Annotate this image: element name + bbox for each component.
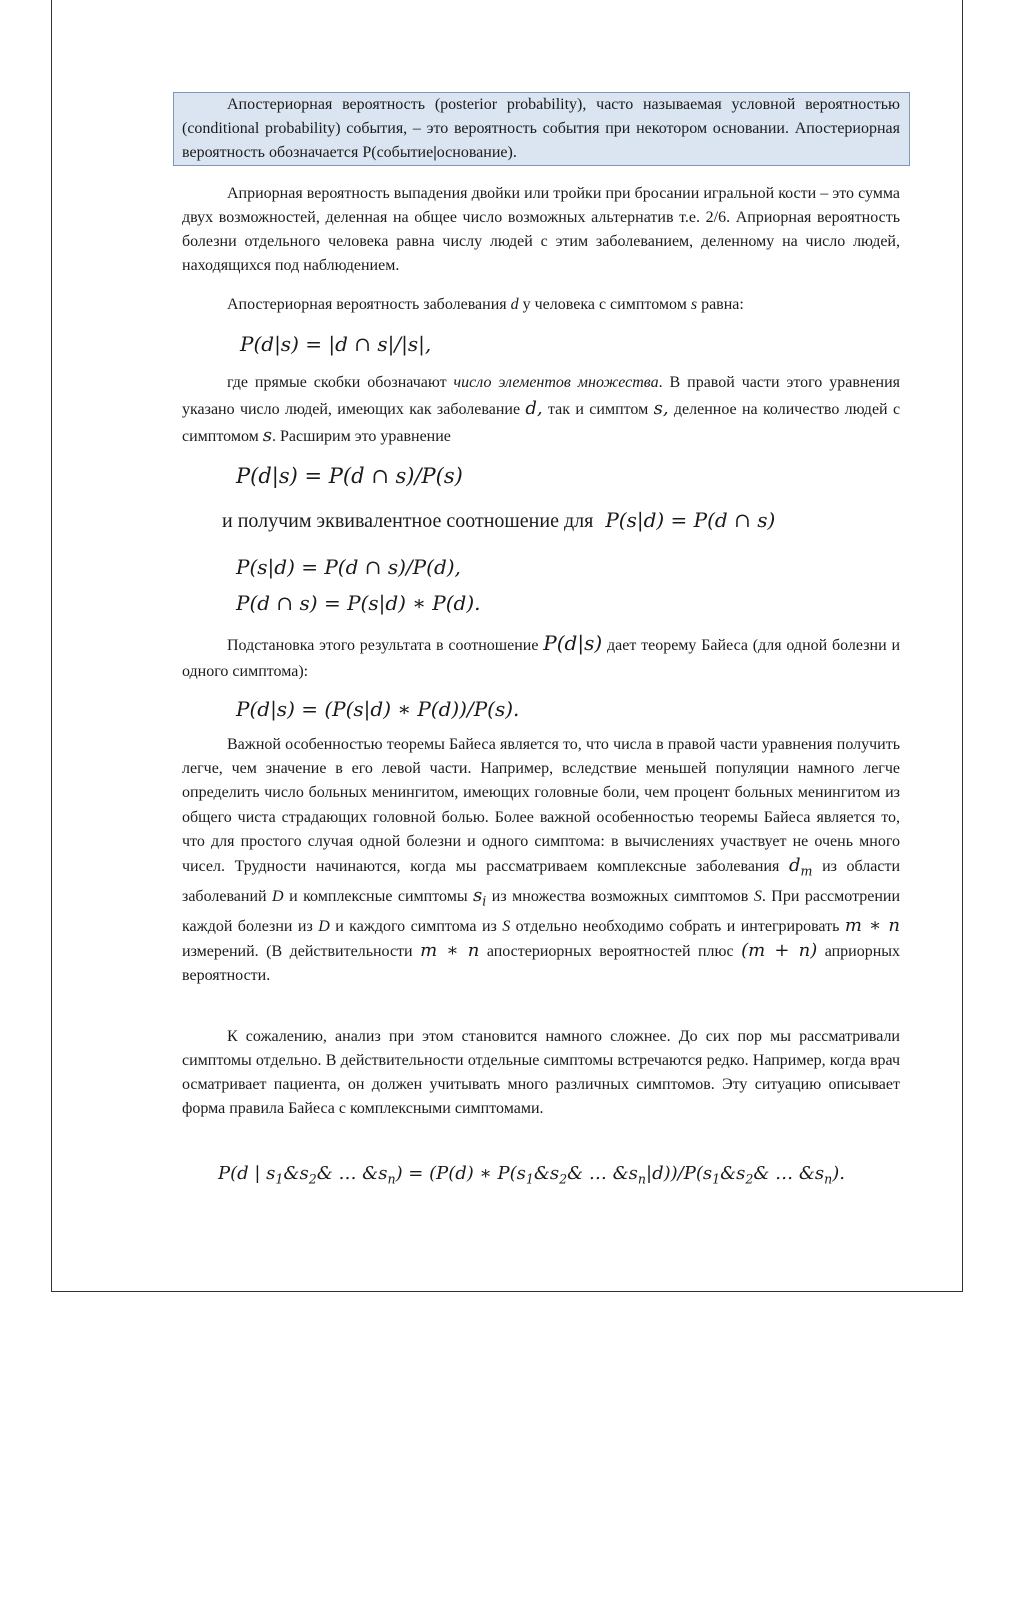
eq6-sub-2b: 2 <box>559 1171 568 1187</box>
p1-text-a: Апостериорная вероятность (posterior probability), часто называемая условной вероятностью (conditional probability) события, – это вероятность события при некотором основании. Апостериорная вероятность обозначается P(событие <box>182 96 900 161</box>
eq6-sub-1: 1 <box>275 1171 284 1187</box>
p7-text-c: и комплексные симптомы <box>289 887 468 905</box>
p7-text-e: . При рассмотрении каждой болезни из <box>182 887 901 935</box>
eq6-part-g: |d))/P(s <box>646 1163 713 1184</box>
p7-eq-mn2: m ∗ n <box>420 939 480 961</box>
p4-italic: число элементов множества <box>453 374 659 391</box>
p3-var-d: d <box>510 296 519 313</box>
paragraph-bayes-substitution <box>182 630 900 685</box>
p1-text-b: основание). <box>436 144 517 161</box>
p4-text-b: . В правой части этого уравнения указано число людей, имеющих как заболевание <box>182 374 901 418</box>
p7-eq-mn: m ∗ n <box>844 914 901 936</box>
eq6-part-j: ). <box>832 1163 846 1184</box>
paragraph-prior-probability <box>182 182 900 278</box>
equation-3: P(s|d) = P(d ∩ s)/P(d), <box>236 555 461 579</box>
p3-text-c: равна: <box>701 296 744 313</box>
p7-dm-base: d <box>789 855 801 877</box>
p3-var-s: s <box>690 296 698 313</box>
p7-text-d: из множества возможных симптомов <box>491 887 749 905</box>
p7-var-dm <box>789 855 813 879</box>
eq6-sub-2: 2 <box>308 1171 317 1187</box>
p4-var-d: d, <box>525 398 543 419</box>
p5-text: и получим эквивалентное соотношение для <box>222 510 594 532</box>
p7-text-g: отдельно необходимо собрать и интегрировать <box>515 917 840 935</box>
eq6-part-a: P(d | s <box>218 1163 276 1184</box>
p6-text-b: дает теорему Байеса (для одной болезни и одного симптома): <box>182 637 901 680</box>
p7-si-base: s <box>473 884 483 906</box>
eq6-part-e: &s <box>533 1163 560 1184</box>
eq6-sub-nc: n <box>824 1171 833 1187</box>
p4-text-c: так и симптом <box>547 401 649 418</box>
equation-5-bayes: P(d|s) = (P(s|d) ∗ P(d))/P(s). <box>236 697 520 721</box>
p7-text-h: измерений. (В действительности <box>182 942 413 960</box>
paragraph-posterior-disease <box>182 293 900 317</box>
p7-text-j: априорных вероятности. <box>182 942 901 985</box>
p7-var-D: D <box>272 887 284 905</box>
equation-4: P(d ∩ s) = P(s|d) ∗ P(d). <box>236 591 481 615</box>
eq6-part-f: & … &s <box>567 1163 638 1184</box>
paragraph-equivalent-relation <box>222 508 775 533</box>
p7-var-S2: S <box>502 917 511 935</box>
p3-text-a: Апостериорная вероятность заболевания <box>227 296 507 313</box>
p7-text-a: Важной особенностью теоремы Байеса является то, что числа в правой части уравнения получить легче, чем значение в его левой части. Например, вследствие меньшей популяции намного легче определить число больных менингитом, имеющих головные боли, чем процент больных менингитом из общего чиста страдающих головной болью. Более важной особенностью теоремы Байеса является то, что для простого случая одной болезни и одного симптома: в вычислениях участвует не очень много чисел. Трудности начинаются, когда мы рассматриваем комплексные заболевания <box>182 736 900 876</box>
eq6-part-c: & … &s <box>316 1163 388 1184</box>
paragraph-complex-symptoms <box>182 1025 900 1121</box>
eq6-part-d: ) = (P(d) ∗ P(s <box>395 1163 526 1184</box>
p4-text-a: где прямые скобки обозначают <box>227 374 447 391</box>
eq6-part-b: &s <box>283 1163 309 1184</box>
equation-1: P(d|s) = |d ∩ s|/|s|, <box>240 332 432 356</box>
p7-text-f: и каждого симптома из <box>335 917 497 935</box>
p4-text-d: деленное на количество людей с симптомом <box>182 401 901 445</box>
paragraph-posterior-definition <box>182 93 900 165</box>
p7-si-sub: i <box>482 893 487 909</box>
eq6-part-h: &s <box>720 1163 746 1184</box>
p7-var-si <box>473 884 487 909</box>
p7-text-b: из области заболеваний <box>182 858 901 905</box>
p7-text-i: апостериорных вероятностей плюс <box>486 942 734 960</box>
equation-2: P(d|s) = P(d ∩ s)/P(s) <box>236 464 463 488</box>
p5-equation: P(s|d) = P(d ∩ s) <box>605 508 776 532</box>
eq6-sub-1b: 1 <box>525 1171 534 1187</box>
p4-var-s: s, <box>653 398 669 419</box>
p7-dm-sub: m <box>800 863 813 879</box>
p2-text: Априорная вероятность выпадения двойки или тройки при бросании игральной кости – это сумма двух возможностей, деленная на общее число возможных альтернатив т.е. 2/6. Априорная вероятность болезни отдельного человека равна числу людей с этим заболеванием, деленному на число людей, находящихся под наблюдением. <box>182 185 900 274</box>
paragraph-bayes-features <box>182 733 900 988</box>
p6-text-a: Подстановка этого результата в соотношение <box>227 637 539 654</box>
equation-6-bayes-complex <box>218 1163 845 1187</box>
p6-equation: P(d|s) <box>543 631 603 655</box>
p7-var-D2: D <box>318 917 330 935</box>
p7-eq-mpn: (m + n) <box>741 939 818 961</box>
eq6-sub-1c: 1 <box>712 1171 721 1187</box>
eq6-sub-2c: 2 <box>745 1171 754 1187</box>
eq6-sub-nb: n <box>637 1171 647 1187</box>
p7-var-S: S <box>753 887 762 905</box>
p3-text-b: у человека с симптомом <box>522 296 687 313</box>
p4-text-e: . Расширим это уравнение <box>272 428 451 445</box>
p8-text: К сожалению, анализ при этом становится намного сложнее. До сих пор мы рассматривали симптомы отдельно. В действительности отдельные симптомы встречаются редко. Например, когда врач осматривает пациента, он должен учитывать много различных симптомов. Эту ситуацию описывает форма правила Байеса с комплексными симптомами. <box>182 1028 900 1117</box>
eq6-part-i: & … &s <box>753 1163 825 1184</box>
eq6-sub-n: n <box>387 1171 396 1187</box>
vertical-bar: | <box>433 144 437 161</box>
paragraph-set-elements <box>182 370 900 450</box>
p4-var-s2: s <box>262 425 273 446</box>
